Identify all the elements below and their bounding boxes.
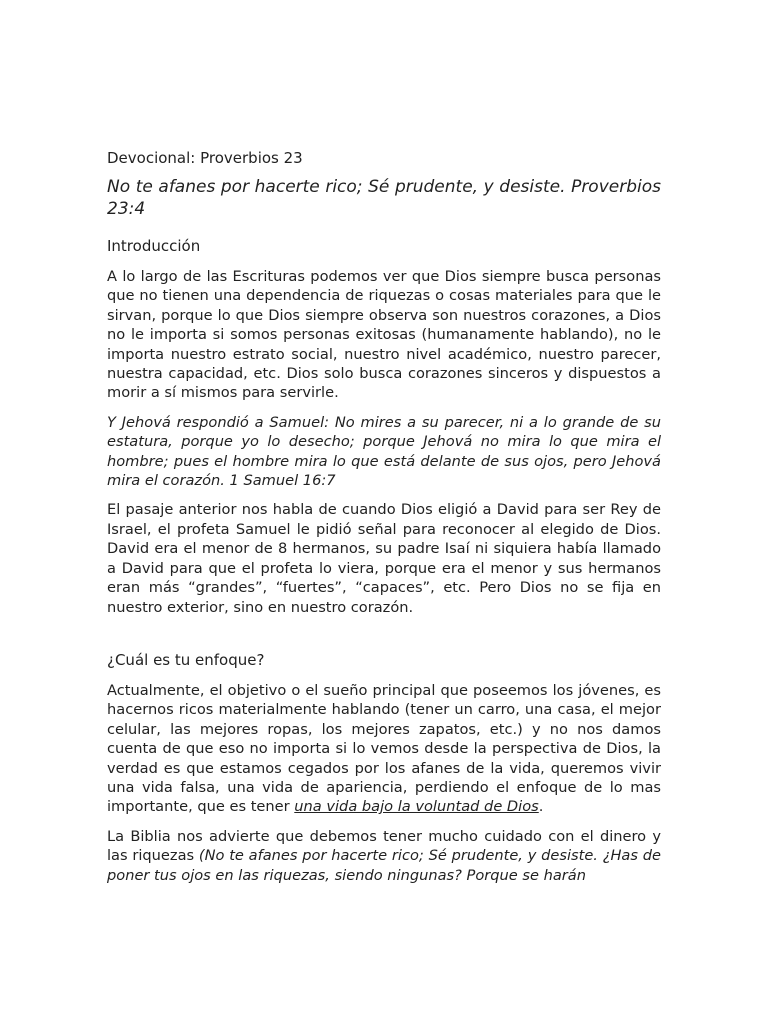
bible-paragraph-quote: (No te afanes por hacerte rico; Sé prudente, y desiste. ¿Has de poner tus ojos en las riquezas, siendo ningunas? Porque se harán <box>107 847 661 884</box>
focus-heading: ¿Cuál es tu enfoque? <box>107 650 265 669</box>
focus-paragraph-end: . <box>538 798 544 816</box>
focus-paragraph <box>107 681 661 817</box>
focus-paragraph-text: Actualmente, el objetivo o el sueño principal que poseemos los jóvenes, es hacernos ricos materialmente hablando (tener un carro, una casa, el mejor celular, las mejores ropas, los mejores zapatos, etc.) y no nos damos cuenta de que eso no importa si lo vemos desde la perspectiva de Dios, la verdad es que estamos cegados por los afanes de la vida, queremos vivir una vida falsa, una vida de apariencia, perdiendo el enfoque de lo mas importante, que es tener <box>107 681 661 816</box>
bible-paragraph <box>107 827 661 885</box>
bible-paragraph-text: La Biblia nos advierte que debemos tener mucho cuidado con el dinero y las riquezas <box>107 827 661 865</box>
intro-heading: Introducción <box>107 237 201 255</box>
david-paragraph: El pasaje anterior nos habla de cuando Dios eligió a David para ser Rey de Israel, el profeta Samuel le pidió señal para reconocer al elegido de Dios. David era el menor de 8 hermanos, su padre Isaí ni siquiera había llamado a David para que el profeta lo viera, porque era el menor y sus hermanos eran más “grandes”, “fuertes”, “capaces”, etc. Pero Dios no se fija en nuestro exterior, sino en nuestro corazón. <box>107 501 661 616</box>
intro-paragraph: A lo largo de las Escrituras podemos ver que Dios siempre busca personas que no tienen una dependencia de riquezas o cosas materiales para que le sirvan, porque lo que Dios siempre observa son nuestros corazones, a Dios no le importa si somos personas exitosas (humanamente hablando), no le importa nuestro estrato social, nuestro nivel académico, nuestro parecer, nuestra capacidad, etc. Dios solo busca corazones sinceros y dispuestos a morir a sí mismos para servirle. <box>107 268 661 402</box>
document-page <box>107 146 661 895</box>
section-spacer <box>107 627 661 649</box>
key-verse: No te afanes por hacerte rico; Sé prudente, y desiste. Proverbios 23:4 <box>107 177 661 219</box>
focus-paragraph-emphasis: una vida bajo la voluntad de Dios <box>294 798 539 816</box>
scripture-quote: Y Jehová respondió a Samuel: No mires a su parecer, ni a lo grande de su estatura, porque yo lo desecho; porque Jehová no mira lo que mira el hombre; pues el hombre mira lo que está delante de sus ojos, pero Jehová mira el corazón. 1 Samuel 16:7 <box>107 413 661 490</box>
document-title: Devocional: Proverbios 23 <box>107 149 303 167</box>
